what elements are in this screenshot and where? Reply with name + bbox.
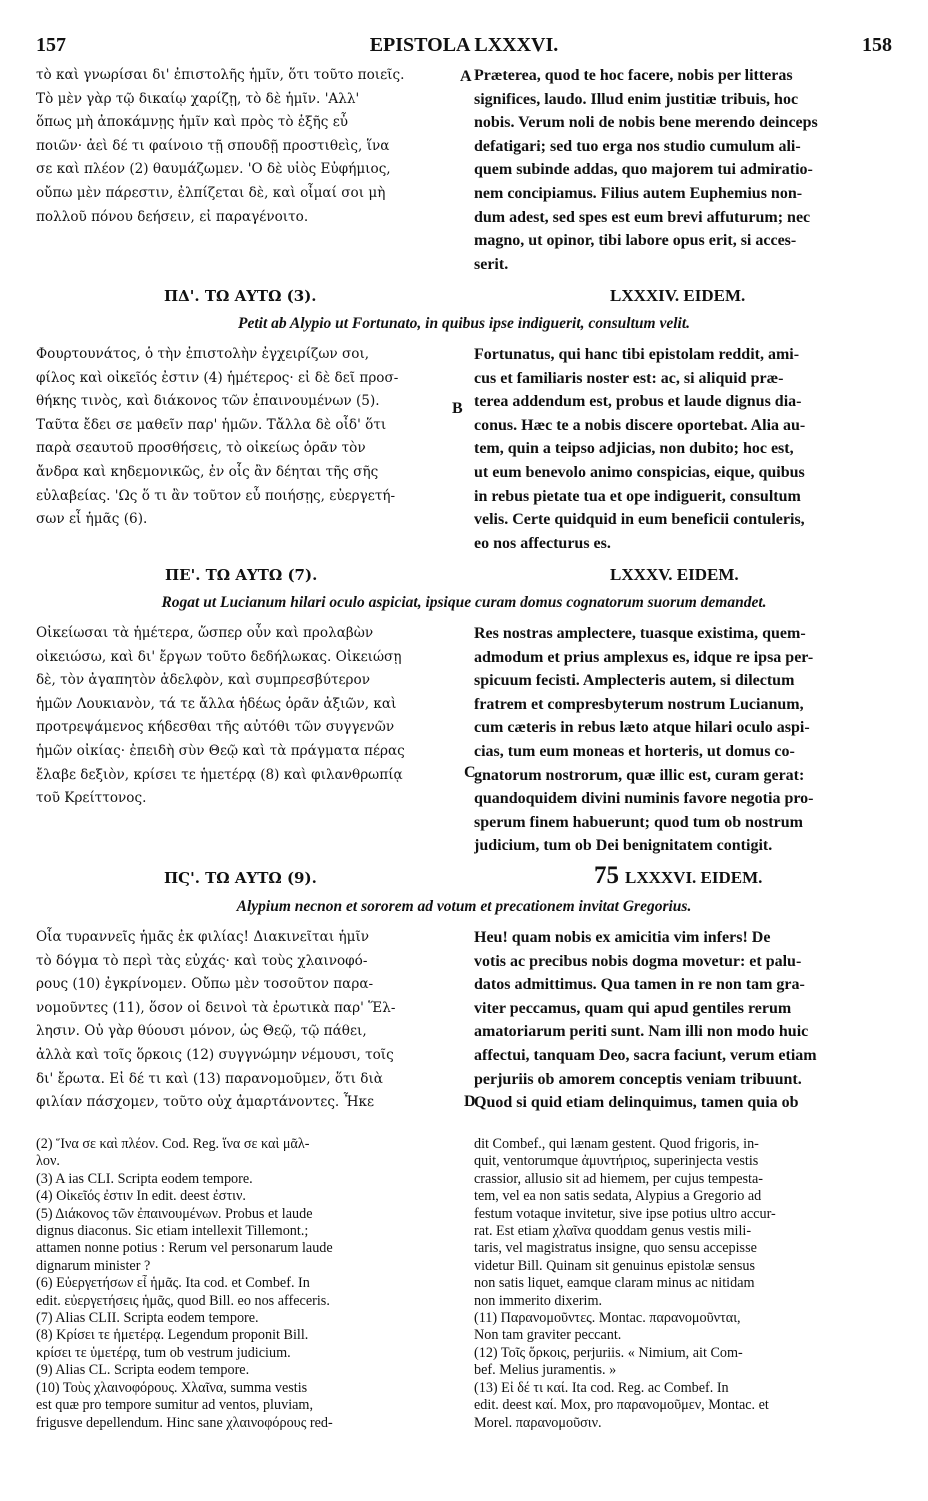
latin-heading-85: LXXXV. EIDEM. bbox=[610, 565, 739, 584]
text-line: Φουρτουνάτος, ὁ τὴν ἐπιστολὴν ἐγχειρίζων σοι, bbox=[36, 346, 370, 362]
text-line: (10) Τοὺς χλαινοφόρους. Χλαῖνα, summa vestis bbox=[36, 1379, 308, 1396]
summary-84: Petit ab Alypio ut Fortunato, in quibus ipse indiguerit, consultum velit. bbox=[237, 315, 691, 332]
text-line: ἡμῶν Λουκιανὸν, τά τε ἄλλα ἡδέως ὁρᾶν ἀξιῶν, καὶ bbox=[36, 695, 397, 712]
text-line: νομοῦντες (11), ὅσον οἱ δεινοὶ τὰ ἐρωτικὰ παρ' Ἕλ- bbox=[36, 999, 396, 1016]
text-line: tem, quin a teipso adjicias, non dubito; hoc est, bbox=[474, 440, 794, 458]
page-number-left: 157 bbox=[36, 34, 66, 56]
margin-marker-a: A bbox=[460, 68, 472, 85]
text-line: sperum finem habuerunt; quod tum ob nostrum bbox=[474, 813, 803, 831]
text-line: dignarum minister ? bbox=[36, 1257, 151, 1274]
text-line: cum cæteris in rebus læto atque hilari oculo aspi- bbox=[474, 719, 810, 737]
text-line: dignus diaconus. Sic etiam intellexit Tillemont.; bbox=[36, 1223, 309, 1240]
text-line: ἄνδρα καὶ κηδεμονικῶς, ἐν οἷς ἂν δέηται τῆς σῆς bbox=[36, 463, 379, 480]
latin-column bbox=[474, 926, 892, 1115]
text-line: Non tam graviter peccant. bbox=[474, 1327, 622, 1344]
text-line: magno, ut opinor, tibi labore opus erit, si acces- bbox=[474, 232, 797, 250]
text-line: terea addendum est, probus et laude dignus dia- bbox=[474, 393, 802, 411]
text-line: (8) Κρίσει τε ἡμετέρᾳ. Legendum proponit Bill. bbox=[36, 1327, 309, 1344]
text-line: cias, tum eum moneas et horteris, ut domus co- bbox=[474, 742, 795, 760]
margin-marker-b: B bbox=[452, 400, 463, 417]
text-line: ἡμῶν οἰκίας· ἐπειδὴ σὺν Θεῷ καὶ τὰ πράγματα πέρας bbox=[36, 742, 405, 759]
text-line: (13) Εἰ δέ τι καί. Ita cod. Reg. ac Combef. In bbox=[474, 1379, 729, 1396]
text-line: δὲ, τὸν ἀγαπητὸν ἀδελφὸν, καὶ συμπρεσβύτερον bbox=[36, 672, 370, 689]
text-line: λον. bbox=[36, 1153, 60, 1170]
text-line: eo nos affecturus es. bbox=[474, 534, 611, 552]
text-line: votis ac precibus nobis dogma movetur: et palu- bbox=[474, 952, 802, 970]
margin-marker-d: D bbox=[464, 1093, 476, 1110]
text-line: dum adest, sed spes est eum brevi affuturum; nec bbox=[474, 208, 811, 226]
latin-heading-text: LXXXVI. EIDEM. bbox=[625, 868, 763, 887]
text-line: amatoriarum periti sunt. Nam illi non modo huic bbox=[474, 1023, 809, 1041]
text-line: (2) Ἵνα σε καὶ πλέον. Cod. Reg. ἵνα σε καὶ μᾶλ- bbox=[36, 1136, 310, 1152]
summary-86: Alypium necnon et sororem ad votum et precationem invitat Gregorius. bbox=[236, 898, 692, 915]
text-line: significes, laudo. Illud enim justitiæ tribuis, hoc bbox=[474, 90, 799, 108]
text-line: (9) Alias CL. Scripta eodem tempore. bbox=[36, 1362, 250, 1379]
text-line: videtur Bill. Quinam sit genuinus epistolæ sensus bbox=[474, 1257, 755, 1274]
latin-column bbox=[474, 64, 892, 276]
text-line: in rebus pietate tua et ope indiguerit, consultum bbox=[474, 487, 801, 505]
greek-column bbox=[36, 343, 466, 532]
text-line: perjuriis ob amorem conceptis veniam tribuunt. bbox=[474, 1070, 802, 1088]
text-line: Οἰκείωσαι τὰ ἡμέτερα, ὥσπερ οὖν καὶ προλαβὼν bbox=[36, 625, 374, 641]
text-line: Οἷα τυραννεῖς ἡμᾶς ἐκ φιλίας! Διακινεῖται ἡμῖν bbox=[36, 929, 370, 945]
text-line: (3) A ias CLI. Scripta eodem tempore. bbox=[36, 1170, 253, 1187]
text-line: (7) Alias CLII. Scripta eodem tempore. bbox=[36, 1310, 259, 1327]
text-line: (5) Διάκονος τῶν ἐπαινουμένων. Probus et laude bbox=[36, 1205, 313, 1222]
text-line: ὅπως μὴ ἀποκάμνῃς ἡμῖν καὶ πρὸς τὸ ἑξῆς εὖ bbox=[36, 114, 349, 131]
greek-column bbox=[36, 926, 466, 1115]
text-line: bef. Melius juramentis. » bbox=[474, 1362, 617, 1379]
text-line: Morel. παρανομοῦσιν. bbox=[474, 1414, 602, 1431]
text-line: festum votaque invitetur, sive ipse potius ultro accur- bbox=[474, 1205, 776, 1222]
text-line: defatigari; sed tuo erga nos studio cumulum ali- bbox=[474, 137, 801, 155]
text-line: serit. bbox=[474, 255, 509, 273]
text-line: judicium, tum ob Dei benignitatem contigit. bbox=[474, 837, 773, 855]
footnotes-right bbox=[474, 1136, 892, 1432]
text-line: quandoquidem divini numinis favore negotia pro- bbox=[474, 790, 814, 808]
text-line: τὸ καὶ γνωρίσαι δι' ἐπιστολῆς ἡμῖν, ὅτι τοῦτο ποιεῖς. bbox=[36, 67, 405, 83]
text-line: quit, ventorumque ἀμυντήριος, superinjecta vestis bbox=[474, 1153, 759, 1170]
text-line: datos admittimus. Qua tamen in re non tam gra- bbox=[474, 976, 805, 994]
text-line: frigusve depellendum. Hinc sane χλαινοφόρους red- bbox=[36, 1414, 333, 1431]
text-line: edit. deest καί. Mox, pro παρανομοῦμεν, Montac. et bbox=[474, 1397, 769, 1414]
summary-85: Rogat ut Lucianum hilari oculo aspiciat, ipsique curam domus cognatorum suorum demandet. bbox=[161, 594, 767, 611]
text-line: attamen nonne potius : Rerum vel personarum laude bbox=[36, 1240, 333, 1257]
text-line: (11) Παρανομοῦντες. Montac. παρανομοῦνται, bbox=[474, 1310, 741, 1327]
greek-heading-86: ΠϚ'. ΤΩ ΑΥΤΩ (9). bbox=[164, 869, 317, 887]
text-line: Heu! quam nobis ex amicitia vim infers! De bbox=[474, 929, 771, 946]
text-line: conus. Hæc te a nobis discere oportebat. Alia au- bbox=[474, 416, 806, 434]
running-title: EPISTOLA LXXXVI. bbox=[369, 34, 559, 56]
text-line: crassior, allusio sit ad hiemem, per cujus tempesta- bbox=[474, 1170, 764, 1187]
text-line: Præterea, quod te hoc facere, nobis per litteras bbox=[474, 67, 793, 84]
text-line: non satis liquet, eamque claram minus ac nitidam bbox=[474, 1275, 755, 1292]
greek-column bbox=[36, 64, 466, 229]
text-line: dit Combef., qui lænam gestent. Quod frigoris, in- bbox=[474, 1136, 759, 1152]
text-line: viter peccamus, quam qui apud gentiles rerum bbox=[474, 999, 792, 1017]
greek-column bbox=[36, 622, 466, 811]
footnotes-left bbox=[36, 1136, 466, 1432]
column-number: 75 bbox=[594, 862, 619, 889]
text-line: δι' ἔρωτα. Εἰ δέ τι καὶ (13) παρανομοῦμεν, ὅτι διὰ bbox=[36, 1070, 383, 1087]
text-line: Τὸ μὲν γὰρ τῷ δικαίῳ χαρίζῃ, τὸ δὲ ἡμῖν. 'Αλλ' bbox=[36, 90, 360, 107]
text-line: οὔπω μὲν πάρεστιν, ἐλπίζεται δὲ, καὶ οἶμαί σοι μὴ bbox=[36, 184, 386, 201]
latin-heading-86 bbox=[594, 862, 762, 890]
text-line: σων εἶ ἡμᾶς (6). bbox=[36, 511, 148, 528]
text-line: rat. Est etiam χλαῖνα quoddam genus vestis mili- bbox=[474, 1223, 752, 1240]
text-line: edit. εὐεργετήσεις ἡμᾶς, quod Bill. eo nos affeceris. bbox=[36, 1292, 330, 1309]
text-line: πολλοῦ πόνου δεήσειν, εἰ παραγένοιτο. bbox=[36, 208, 309, 225]
text-line: παρὰ σεαυτοῦ προσθήσεις, τὸ οἰκείως ὁρᾶν τὸν bbox=[36, 440, 366, 457]
margin-marker-c: C bbox=[464, 764, 476, 781]
greek-heading-84: ΠΔ'. ΤΩ ΑΥΤΩ (3). bbox=[164, 287, 317, 305]
text-line: spicuum fecisti. Amplecteris autem, si dilectum bbox=[474, 672, 795, 690]
latin-column bbox=[474, 343, 892, 555]
page-header bbox=[36, 34, 892, 60]
text-line: Quod si quid etiam delinquimus, tamen quia ob bbox=[474, 1094, 799, 1112]
text-line: τοῦ Κρείττονος. bbox=[36, 790, 147, 807]
text-line: σε καὶ πλέον (2) θαυμάζωμεν. 'Ο δὲ υἱὸς Εὐφήμιος, bbox=[36, 161, 391, 178]
text-line: admodum et prius amplexus es, idque re ipsa per- bbox=[474, 648, 814, 666]
greek-heading-85: ΠΕ'. ΤΩ ΑΥΤΩ (7). bbox=[165, 566, 318, 584]
text-line: κρίσει τε ὑμετέρᾳ, tum ob vestrum judicium. bbox=[36, 1344, 291, 1361]
text-line: cus et familiaris noster est: ac, si aliquid præ- bbox=[474, 369, 784, 387]
text-line: nobis. Verum noli de nobis bene merendo deinceps bbox=[474, 114, 818, 132]
text-line: quem subinde addas, quo majorem tui admiratio- bbox=[474, 161, 813, 179]
text-line: φίλος καὶ οἰκεῖός ἐστιν (4) ἡμέτερος· εἰ δὲ δεῖ προσ- bbox=[36, 369, 399, 386]
text-line: φιλίαν πάσχομεν, τοῦτο οὐχ ἁμαρτάνοντες. Ἦκε bbox=[36, 1094, 375, 1111]
text-line: προτρεψάμενος κήδεσθαι τῆς αὐτόθι τῶν συγγενῶν bbox=[36, 719, 395, 736]
text-line: εὐλαβείας. 'Ως ὅ τι ἂν τοῦτον εὖ ποιήσῃς, εὐεργετή- bbox=[36, 487, 396, 504]
page-number-right: 158 bbox=[862, 34, 892, 56]
text-line: λησιν. Οὐ γὰρ θύουσι μόνον, ὡς Θεῷ, τῷ πάθει, bbox=[36, 1023, 367, 1040]
text-line: affectui, tanquam Deo, sacra faciunt, verum etiam bbox=[474, 1046, 817, 1064]
text-line: ἔλαβε δεξιὸν, κρίσει τε ἡμετέρᾳ (8) καὶ φιλανθρωπίᾳ bbox=[36, 766, 403, 783]
text-line: ποιῶν· ἀεὶ δέ τι φαίνοιο τῇ σπουδῇ προστιθεὶς, ἵνα bbox=[36, 137, 390, 154]
text-line: fratrem et compresbyterum nostrum Lucianum, bbox=[474, 695, 804, 713]
text-line: (12) Τοῖς ὅρκοις, perjuriis. « Nimium, ait Com- bbox=[474, 1344, 743, 1361]
latin-column bbox=[474, 622, 892, 858]
text-line: est quæ pro tempore sumitur ad ventos, pluviam, bbox=[36, 1397, 314, 1414]
text-line: nem concipiamus. Filius autem Euphemius non- bbox=[474, 184, 803, 202]
text-line: ἀλλὰ καὶ τοῖς ὅρκοις (12) συγγνώμην νέμουσι, τοῖς bbox=[36, 1046, 394, 1063]
text-line: ρους (10) ἐγκρίνομεν. Οὔπω μὲν τοσοῦτον παρα- bbox=[36, 976, 374, 993]
text-line: (4) Οἰκεῖός ἐστιν In edit. deest ἐστιν. bbox=[36, 1188, 246, 1205]
text-line: velis. Certe quidquid in eum beneficii contuleris, bbox=[474, 511, 805, 529]
text-line: ut eum benevolo animo conspicias, eique, quibus bbox=[474, 463, 805, 481]
text-line: Fortunatus, qui hanc tibi epistolam reddit, ami- bbox=[474, 346, 800, 363]
text-line: θήκης τινὸς, καὶ διάκονος τῶν ἐπαινουμένων (5). bbox=[36, 393, 380, 410]
text-line: tem, vel ea non satis sedata, Alypius a Gregorio ad bbox=[474, 1188, 762, 1205]
text-line: Res nostras amplectere, tuasque existima, quem- bbox=[474, 625, 806, 642]
text-line: (6) Εὐεργετήσων εἶ ἡμᾶς. Ita cod. et Combef. In bbox=[36, 1275, 310, 1292]
text-line: gnatorum nostrorum, quæ illic est, curam gerat: bbox=[474, 766, 805, 784]
text-line: οἰκειώσω, καὶ δι' ἔργων τοῦτο δεδήλωκας. Οἰκειώσῃ bbox=[36, 648, 402, 665]
text-line: τὸ δόγμα τὸ περὶ τὰς εὐχάς· καὶ τοὺς χλαινοφό- bbox=[36, 952, 368, 969]
text-line: Ταῦτα ἔδει σε μαθεῖν παρ' ἡμῶν. Τἄλλα δὲ οἶδ' ὅτι bbox=[36, 416, 387, 433]
text-line: non immerito dixerim. bbox=[474, 1292, 603, 1309]
latin-heading-84: LXXXIV. EIDEM. bbox=[610, 286, 746, 305]
text-line: taris, vel magistratus insigne, quo sensu accepisse bbox=[474, 1240, 757, 1257]
